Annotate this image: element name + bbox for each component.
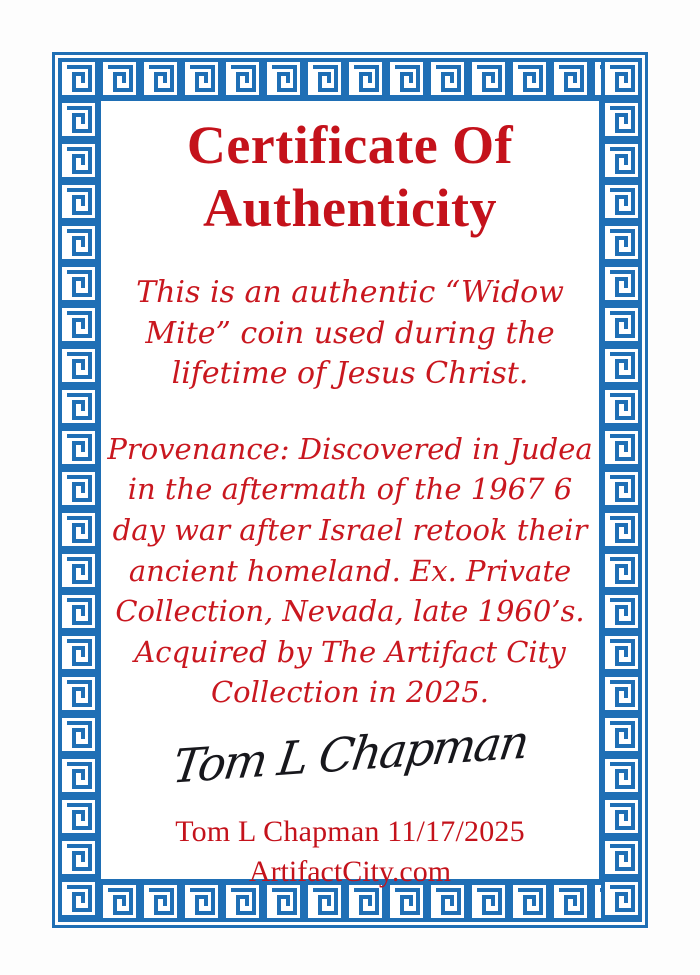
title-line-2: Authenticity bbox=[203, 177, 497, 238]
meander-pattern-right bbox=[601, 58, 642, 922]
meander-pattern-left bbox=[58, 58, 99, 922]
greek-key-border-right bbox=[601, 58, 642, 922]
website-text: ArtifactCity.com bbox=[248, 854, 452, 888]
greek-key-border-left bbox=[58, 58, 99, 922]
page-title bbox=[96, 114, 604, 239]
meander-pattern-top bbox=[58, 58, 642, 99]
provenance-statement: Provenance: Discovered in Judea in the aftermath of the 1967 6 day war after Israel retook their ancient homeland. Ex. Private Collection, Nevada, late 1960’s. Acquired by The Artifact City Collection in 2025. bbox=[107, 431, 593, 710]
title-line-1: Certificate Of bbox=[186, 115, 514, 175]
signatory-name-and-date: Tom L Chapman 11/17/2025 bbox=[175, 814, 525, 848]
certificate-content bbox=[96, 96, 604, 888]
greek-key-border-top bbox=[58, 58, 642, 99]
authenticity-statement: This is an authentic “Widow Mite” coin used during the lifetime of Jesus Christ. bbox=[136, 275, 564, 392]
handwritten-signature: Tom L Chapman bbox=[169, 714, 531, 794]
signature-area bbox=[96, 714, 604, 813]
